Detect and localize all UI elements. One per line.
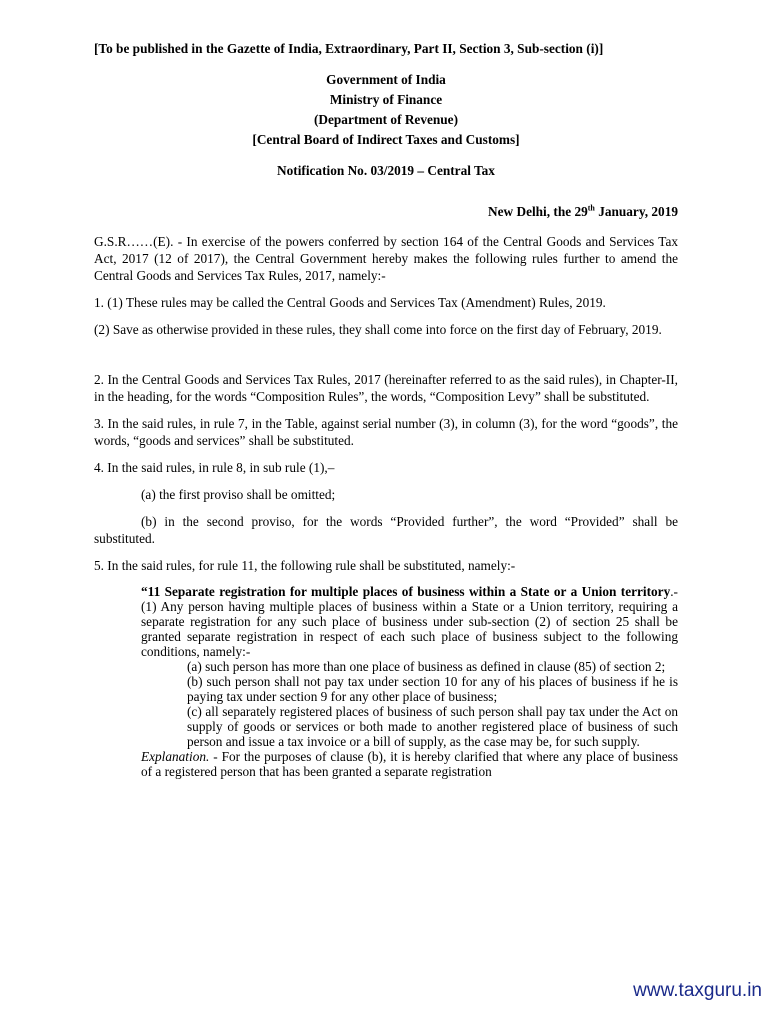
explanation-text: - For the purposes of clause (b), it is hereby clarified that where any place of business of a registered person that has been granted a separate registration	[141, 749, 678, 779]
taxguru-watermark: www.taxguru.in	[633, 980, 762, 1001]
rule-1-1: 1. (1) These rules may be called the Central Goods and Services Tax (Amendment) Rules, 2019.	[94, 295, 606, 310]
rule-3: 3. In the said rules, in rule 7, in the Table, against serial number (3), in column (3), for the word “goods”, the words, “goods and services” shall be substituted.	[94, 416, 678, 448]
rule-1-2: (2) Save as otherwise provided in these rules, they shall come into force on the first day of February, 2019.	[94, 322, 662, 337]
rule-11-body: .- (1) Any person having multiple places of business within a State or a Union territory, requiring a separate registration for any such place of business under sub-section (2) of section 25 shall be granted separate registration in respect of each such place of business subject to the following conditions, namely:-	[141, 584, 678, 659]
rule-4-a: (a) the first proviso shall be omitted;	[141, 487, 336, 502]
notification-number: Notification No. 03/2019 – Central Tax	[277, 163, 495, 178]
rule-11-clause-a: (a) such person has more than one place of business as defined in clause (85) of section 2;	[187, 659, 666, 674]
rule-11-clause-c: (c) all separately registered places of business of such person shall pay tax under the Act on supply of goods or services or both made to another registered place of business of such person and issue a tax invoice or a bill of supply, as the case may be, for such supply.	[187, 704, 678, 749]
board-line: [Central Board of Indirect Taxes and Customs]	[252, 132, 520, 147]
rule-11-clause-b: (b) such person shall not pay tax under section 10 for any of his places of business if he is paying tax under section 9 for any other place of business;	[187, 674, 678, 704]
date-rest: January, 2019	[594, 204, 678, 219]
explanation-label: Explanation.	[141, 749, 210, 764]
department-line: (Department of Revenue)	[313, 112, 458, 127]
preamble: G.S.R……(E). - In exercise of the powers conferred by section 164 of the Central Goods and Services Tax Act, 2017 (12 of 2017), the Central Government hereby makes the following rules further to amend the Central Goods and Services Tax Rules, 2017, namely:-	[94, 234, 678, 283]
rule-5: 5. In the said rules, for rule 11, the following rule shall be substituted, namely:-	[94, 558, 516, 573]
gazette-header-note: [To be published in the Gazette of India, Extraordinary, Part II, Section 3, Sub-section (i)]	[94, 41, 604, 56]
date-prefix: New Delhi, the 29	[488, 204, 588, 219]
government-line: Government of India	[326, 72, 446, 87]
rule-4: 4. In the said rules, in rule 8, in sub rule (1),–	[94, 460, 335, 475]
rule-11-heading: “11 Separate registration for multiple places of business within a State or a Union territory	[141, 584, 671, 599]
rule-4-b: (b) in the second proviso, for the words “Provided further”, the word “Provided” shall be substituted.	[94, 514, 678, 546]
substituted-rule-11	[141, 584, 678, 779]
ministry-line: Ministry of Finance	[329, 92, 443, 107]
gazette-document	[94, 40, 678, 779]
date-ordinal: th	[587, 203, 595, 213]
rule-2: 2. In the Central Goods and Services Tax Rules, 2017 (hereinafter referred to as the said rules), in Chapter-II, in the heading, for the words “Composition Rules”, the words, “Composition Levy” shall be substituted.	[94, 372, 678, 404]
issuing-authority	[94, 70, 678, 150]
notification-date	[94, 203, 678, 220]
